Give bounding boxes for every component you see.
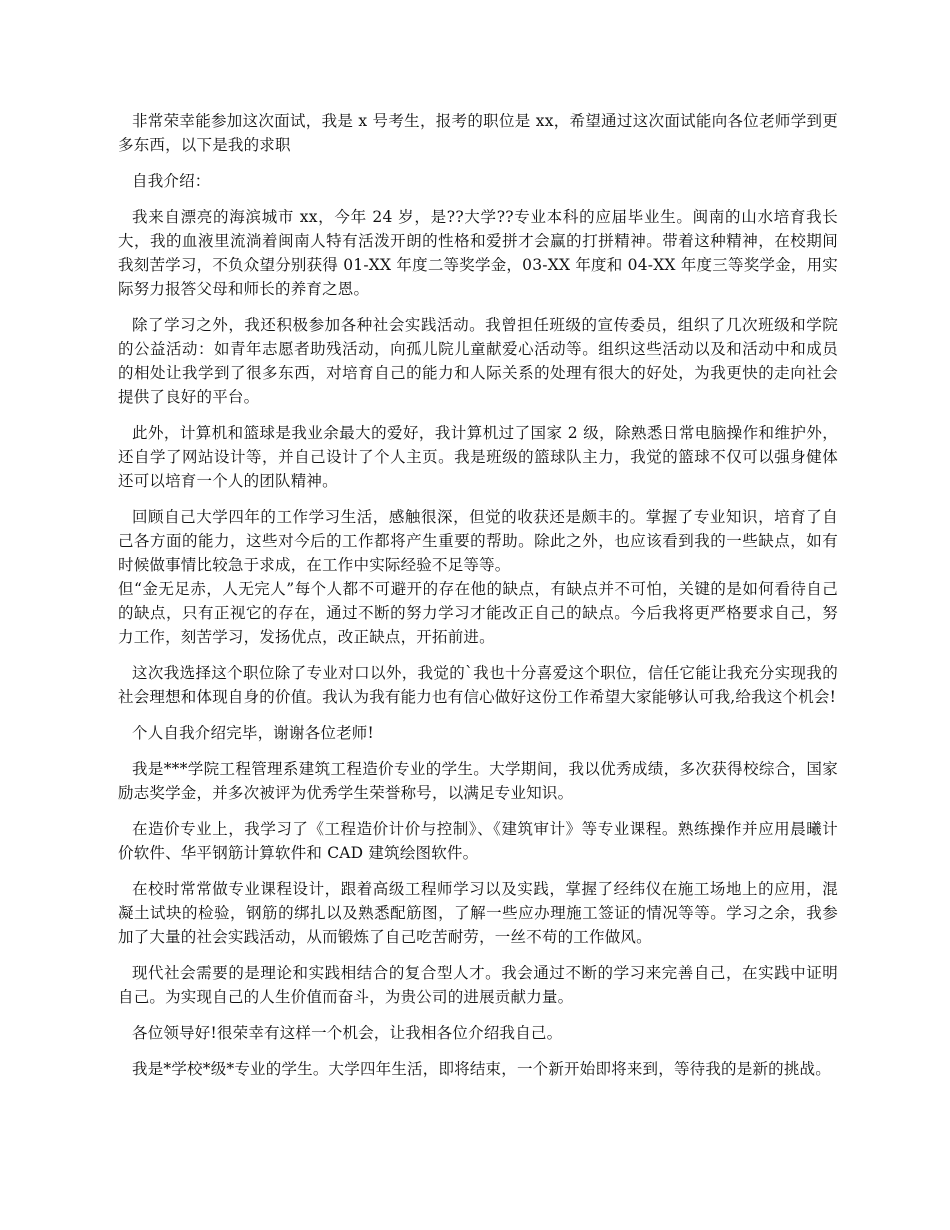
paragraph-shortcomings: 但“金无足赤，人无完人”每个人都不可避开的存在他的缺点，有缺点并不可怕，关键的是如何看待自己的缺点，只有正视它的存在，通过不断的努力学习才能改正自己的缺点。今后我将更严格要求自己，努力工作，刻苦学习，发扬优点，改正缺点，开拓前进。 [118, 580, 838, 646]
paragraph-activities: 除了学习之外，我还积极参加各种社会实践活动。我曾担任班级的宣传委员，组织了几次班级和学院的公益活动：如青年志愿者助残活动，向孤儿院儿童献爱心活动等。组织这些活动以及和活动中和成员的相处让我学到了很多东西，对培育自己的能力和人际关系的处理有很大的好处，为我更快的走向社会提供了良好的平台。 [118, 316, 838, 406]
paragraph-hobbies: 此外，计算机和篮球是我业余最大的爱好，我计算机过了国家 2 级，除熟悉日常电脑操作和维护外，还自学了网站设计等，并自己设计了个人主页。我是班级的篮球队主力，我觉的篮球不仅可以强身健体还可以培育一个人的团队精神。 [118, 424, 838, 490]
paragraph-thanks: 个人自我介绍完毕，谢谢各位老师! [132, 724, 374, 742]
paragraph-greeting: 各位领导好!很荣幸有这样一个机会，让我相各位介绍我自己。 [132, 1024, 563, 1042]
paragraph-review: 回顾自己大学四年的工作学习生活，感触很深，但觉的收获还是颇丰的。掌握了专业知识，培育了自己各方面的能力，这些对今后的工作都将产生重要的帮助。除此之外，也应该看到我的一些缺点，如有时候做事情比较急于求成，在工作中实际经验不足等等。 [118, 508, 838, 574]
paragraph-society-needs: 现代社会需要的是理论和实践相结合的复合型人才。我会通过不断的学习来完善自己，在实践中证明自己。为实现自己的人生价值而奋斗，为贵公司的进展贡献力量。 [118, 964, 838, 1006]
paragraph-intro: 非常荣幸能参加这次面试，我是 x 号考生，报考的职位是 xx，希望通过这次面试能向各位老师学到更多东西，以下是我的求职 [118, 112, 838, 154]
paragraph-practice: 在校时常常做专业课程设计，跟着高级工程师学习以及实践，掌握了经纬仪在施工场地上的应用，混凝土试块的检验，钢筋的绑扎以及熟悉配筋图，了解一些应办理施工签证的情况等等。学习之余，我参加了大量的社会实践活动，从而锻炼了自己吃苦耐劳，一丝不苟的工作做风。 [118, 880, 838, 946]
paragraph-closing: 我是*学校*级*专业的学生。大学四年生活，即将结束，一个新开始即将来到，等待我的是新的挑战。 [132, 1060, 831, 1078]
paragraph-position-choice: 这次我选择这个职位除了专业对口以外，我觉的`我也十分喜爱这个职位，信任它能让我充分实现我的社会理想和体现自身的价值。我认为我有能力也有信心做好这份工作希望大家能够认可我,给我这个机会! [118, 664, 838, 706]
paragraph-courses: 在造价专业上，我学习了《工程造价计价与控制》、《建筑审计》等专业课程。熟练操作并应用晨曦计价软件、华平钢筋计算软件和 CAD 建筑绘图软件。 [118, 820, 838, 862]
paragraph-student-intro: 我是***学院工程管理系建筑工程造价专业的学生。大学期间，我以优秀成绩，多次获得校综合，国家励志奖学金，并多次被评为优秀学生荣誉称号，以满足专业知识。 [118, 760, 838, 802]
paragraph-background: 我来自漂亮的海滨城市 xx，今年 24 岁，是??大学??专业本科的应届毕业生。闽南的山水培育我长大，我的血液里流淌着闽南人特有活泼开朗的性格和爱拼才会赢的打拼精神。带着这种精神，在校期间我刻苦学习，不负众望分别获得 01-XX 年度二等奖学金，03-XX 年度和 04-XX 年度三等奖学金，用实际努力报答父母和师长的养育之恩。 [118, 208, 838, 298]
paragraph-self-intro-heading: 自我介绍： [132, 172, 211, 190]
document-body [118, 109, 838, 1093]
